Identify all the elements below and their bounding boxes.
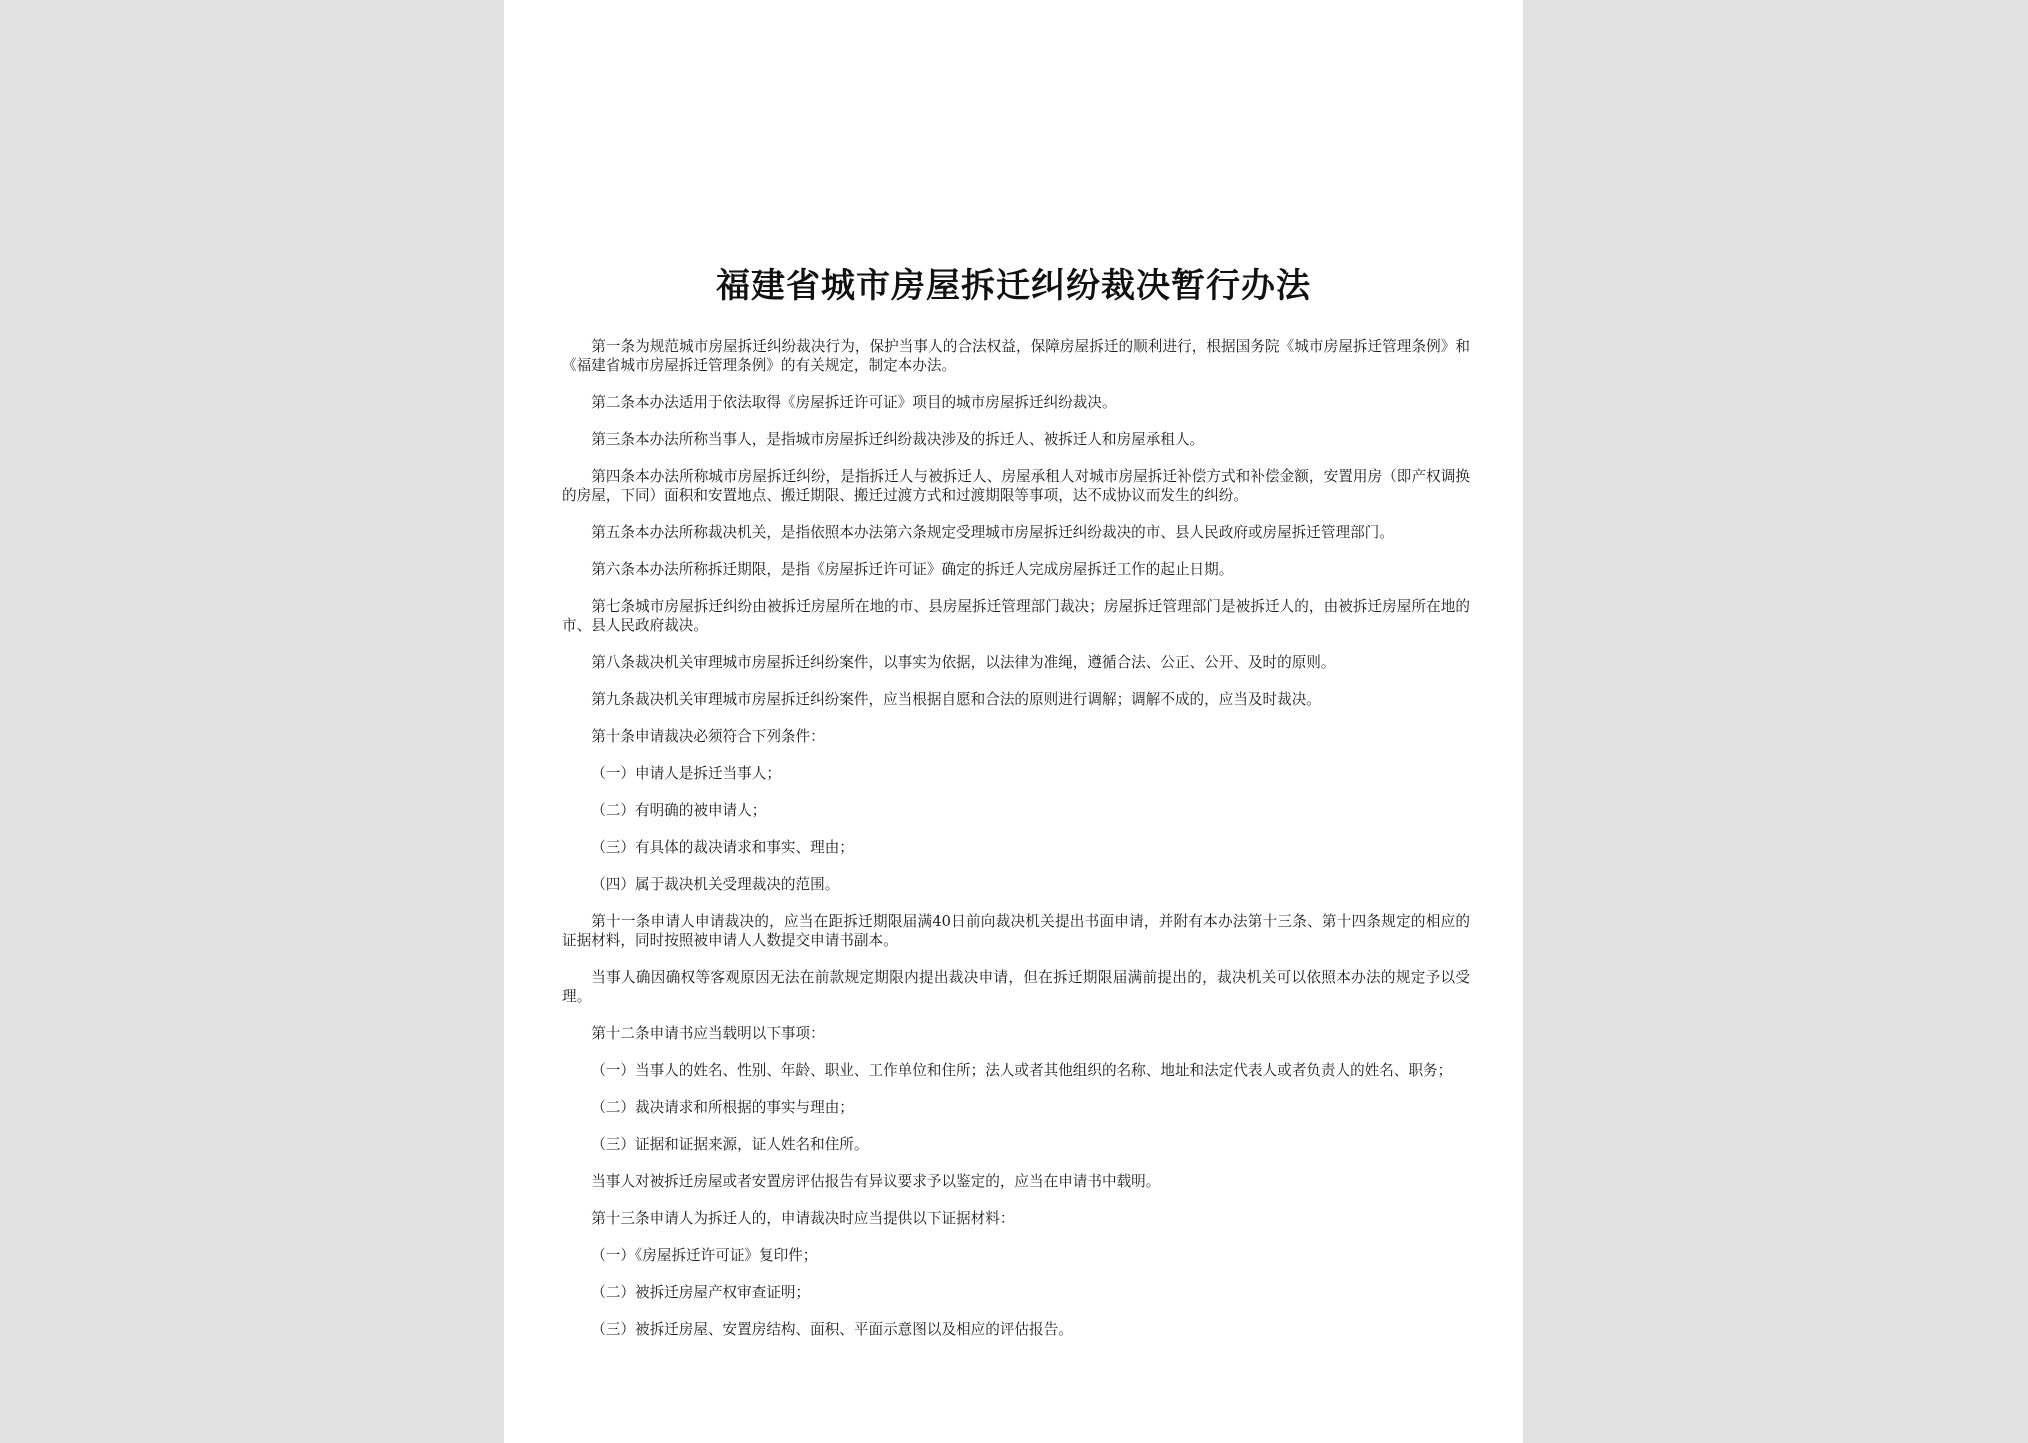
article-8: 第八条裁决机关审理城市房屋拆迁纠纷案件，以事实为依据，以法律为准绳，遵循合法、公正、公开、及时的原则。 (591, 654, 1336, 671)
article-12-item-1: （一）当事人的姓名、性别、年龄、职业、工作单位和住所；法人或者其他组织的名称、地址和法定代表人或者负责人的姓名、职务； (591, 1062, 1453, 1079)
article-11: 第十一条申请人申请裁决的，应当在距拆迁期限届满40日前向裁决机关提出书面申请，并附有本办法第十三条、第十四条规定的相应的证据材料，同时按照被申请人人数提交申请书副本。 (562, 913, 1470, 949)
article-2: 第二条本办法适用于依法取得《房屋拆迁许可证》项目的城市房屋拆迁纠纷裁决。 (591, 394, 1117, 411)
article-10-item-4: （四）属于裁决机关受理裁决的范围。 (591, 876, 840, 893)
article-12-item-3: （三）证据和证据来源，证人姓名和住所。 (591, 1136, 869, 1153)
article-13-item-3: （三）被拆迁房屋、安置房结构、面积、平面示意图以及相应的评估报告。 (591, 1321, 1073, 1338)
document-title: 福建省城市房屋拆迁纠纷裁决暂行办法 (716, 266, 1311, 306)
article-6: 第六条本办法所称拆迁期限，是指《房屋拆迁许可证》确定的拆迁人完成房屋拆迁工作的起止日期。 (591, 561, 1234, 578)
article-13: 第十三条申请人为拆迁人的，申请裁决时应当提供以下证据材料： (591, 1210, 1015, 1227)
article-12: 第十二条申请书应当载明以下事项： (591, 1025, 825, 1042)
document-page (504, 0, 1523, 1443)
document-body (562, 337, 1470, 1357)
article-4: 第四条本办法所称城市房屋拆迁纠纷，是指拆迁人与被拆迁人、房屋承租人对城市房屋拆迁补偿方式和补偿金额，安置用房（即产权调换的房屋，下同）面积和安置地点、搬迁期限、搬迁过渡方式和过渡期限等事项，达不成协议而发生的纠纷。 (562, 468, 1470, 504)
article-9: 第九条裁决机关审理城市房屋拆迁纠纷案件，应当根据自愿和合法的原则进行调解；调解不成的，应当及时裁决。 (591, 691, 1321, 708)
article-5: 第五条本办法所称裁决机关，是指依照本办法第六条规定受理城市房屋拆迁纠纷裁决的市、县人民政府或房屋拆迁管理部门。 (591, 524, 1394, 541)
article-10-item-3: （三）有具体的裁决请求和事实、理由； (591, 839, 854, 856)
article-13-item-2: （二）被拆迁房屋产权审查证明； (591, 1284, 811, 1301)
article-13-item-1: （一）《房屋拆迁许可证》复印件； (591, 1247, 818, 1264)
article-10-item-2: （二）有明确的被申请人； (591, 802, 767, 819)
article-11-clause-2: 当事人确因确权等客观原因无法在前款规定期限内提出裁决申请，但在拆迁期限届满前提出的，裁决机关可以依照本办法的规定予以受理。 (562, 969, 1470, 1005)
article-3: 第三条本办法所称当事人，是指城市房屋拆迁纠纷裁决涉及的拆迁人、被拆迁人和房屋承租人。 (591, 431, 1205, 448)
article-7: 第七条城市房屋拆迁纠纷由被拆迁房屋所在地的市、县房屋拆迁管理部门裁决；房屋拆迁管理部门是被拆迁人的，由被拆迁房屋所在地的市、县人民政府裁决。 (562, 598, 1470, 634)
article-10-item-1: （一）申请人是拆迁当事人； (591, 765, 781, 782)
article-12-clause-2: 当事人对被拆迁房屋或者安置房评估报告有异议要求予以鉴定的，应当在申请书中载明。 (591, 1173, 1161, 1190)
article-10: 第十条申请裁决必须符合下列条件： (591, 728, 825, 745)
article-1: 第一条为规范城市房屋拆迁纠纷裁决行为，保护当事人的合法权益，保障房屋拆迁的顺利进行，根据国务院《城市房屋拆迁管理条例》和《福建省城市房屋拆迁管理条例》的有关规定，制定本办法。 (562, 338, 1470, 374)
article-12-item-2: （二）裁决请求和所根据的事实与理由； (591, 1099, 854, 1116)
